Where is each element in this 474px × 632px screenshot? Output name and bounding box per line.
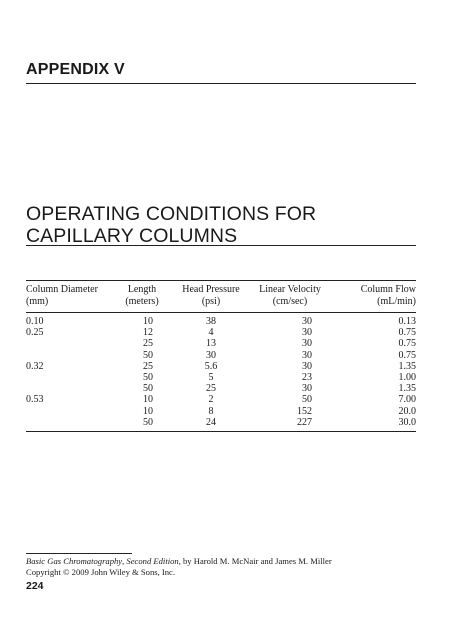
table-row (26, 394, 416, 405)
table-cell: 50 (143, 372, 153, 384)
table-cell: 8 (208, 405, 214, 417)
header-length: Length (meters) (125, 284, 159, 307)
table-row (26, 417, 416, 428)
copyright-line: Copyright © 2009 John Wiley & Sons, Inc. (26, 566, 176, 577)
chapter-title-line-2: CAPILLARY COLUMNS (26, 225, 238, 247)
table-cell: 0.75 (398, 327, 416, 339)
table-row (26, 361, 416, 372)
table-cell: 1.35 (398, 360, 416, 372)
table-cell: 30 (206, 349, 216, 361)
table-cell: 227 (297, 416, 312, 428)
table-cell: 5 (208, 372, 214, 384)
table-cell: 4 (208, 327, 214, 339)
table-cell: 25 (206, 383, 216, 395)
table-cell: 25 (143, 338, 153, 350)
table-cell: 10 (143, 316, 153, 327)
table-cell: 24 (206, 416, 216, 428)
table-body (26, 316, 416, 428)
table-row (26, 316, 416, 327)
table-cell: 10 (143, 394, 153, 406)
table-cell (26, 372, 108, 383)
table-cell: 30 (302, 360, 312, 372)
header-column-diameter: Column Diameter (mm) (26, 284, 98, 307)
table-cell: 0.53 (26, 394, 44, 406)
table-cell: 7.00 (398, 394, 416, 406)
table-cell: 10 (143, 405, 153, 417)
table-cell (26, 383, 108, 394)
book-edition: Second Edition (126, 556, 179, 566)
chapter-title-rule (26, 245, 416, 246)
header-head-pressure: Head Pressure (psi) (182, 284, 240, 307)
table-cell: 0.75 (398, 349, 416, 361)
table-header-rule (26, 312, 416, 313)
table-cell: 30 (302, 327, 312, 339)
table-row (26, 406, 416, 417)
table-bottom-rule (26, 431, 416, 432)
header-linear-velocity: Linear Velocity (cm/sec) (259, 284, 321, 307)
table-cell: 5.6 (204, 360, 218, 372)
table-cell: 0.25 (26, 327, 44, 339)
appendix-rule (26, 83, 416, 84)
table-cell (26, 350, 108, 361)
table-cell: 1.00 (398, 372, 416, 384)
table-cell: 50 (302, 394, 312, 406)
book-authors: , by Harold M. McNair and James M. Miller (178, 556, 332, 566)
table-cell (26, 417, 108, 428)
table-cell: 20.0 (398, 405, 416, 417)
table-cell: 2 (208, 394, 214, 406)
table-cell: 30 (302, 316, 312, 327)
table-cell: 38 (206, 316, 216, 327)
table-cell: 23 (302, 372, 312, 384)
table-row (26, 372, 416, 383)
table-cell: 30.0 (398, 416, 416, 428)
table-cell: 12 (143, 327, 153, 339)
table-row (26, 350, 416, 361)
book-title: Basic Gas Chromatography (26, 556, 123, 566)
table-cell: 152 (297, 405, 312, 417)
footnote-citation: Basic Gas Chromatography, Second Edition, by Harold M. McNair and James M. Miller (26, 556, 332, 566)
appendix-label: APPENDIX V (26, 61, 125, 78)
table-cell: 1.35 (398, 383, 416, 395)
footnote (26, 556, 446, 577)
table-cell: 13 (206, 338, 216, 350)
table-cell: 50 (143, 416, 153, 428)
table-cell: 30 (302, 338, 312, 350)
table-cell (26, 338, 108, 349)
operating-conditions-table (26, 280, 416, 432)
page-number: 224 (26, 580, 44, 592)
table-cell: 0.13 (398, 316, 416, 327)
table-cell: 0.75 (398, 338, 416, 350)
table-row (26, 338, 416, 349)
table-header-row (26, 281, 416, 307)
table-cell: 25 (143, 360, 153, 372)
table-cell: 30 (302, 349, 312, 361)
table-row (26, 327, 416, 338)
table-row (26, 383, 416, 394)
table-cell (26, 406, 108, 417)
table-cell: 50 (143, 349, 153, 361)
footnote-rule (26, 553, 132, 554)
table-cell: 50 (143, 383, 153, 395)
header-column-flow: Column Flow (mL/min) (360, 284, 416, 307)
table-cell: 0.10 (26, 316, 44, 327)
table-cell: 0.32 (26, 360, 44, 372)
table-cell: 30 (302, 383, 312, 395)
chapter-title-line-1: OPERATING CONDITIONS FOR (26, 203, 317, 225)
chapter-title (26, 203, 426, 247)
